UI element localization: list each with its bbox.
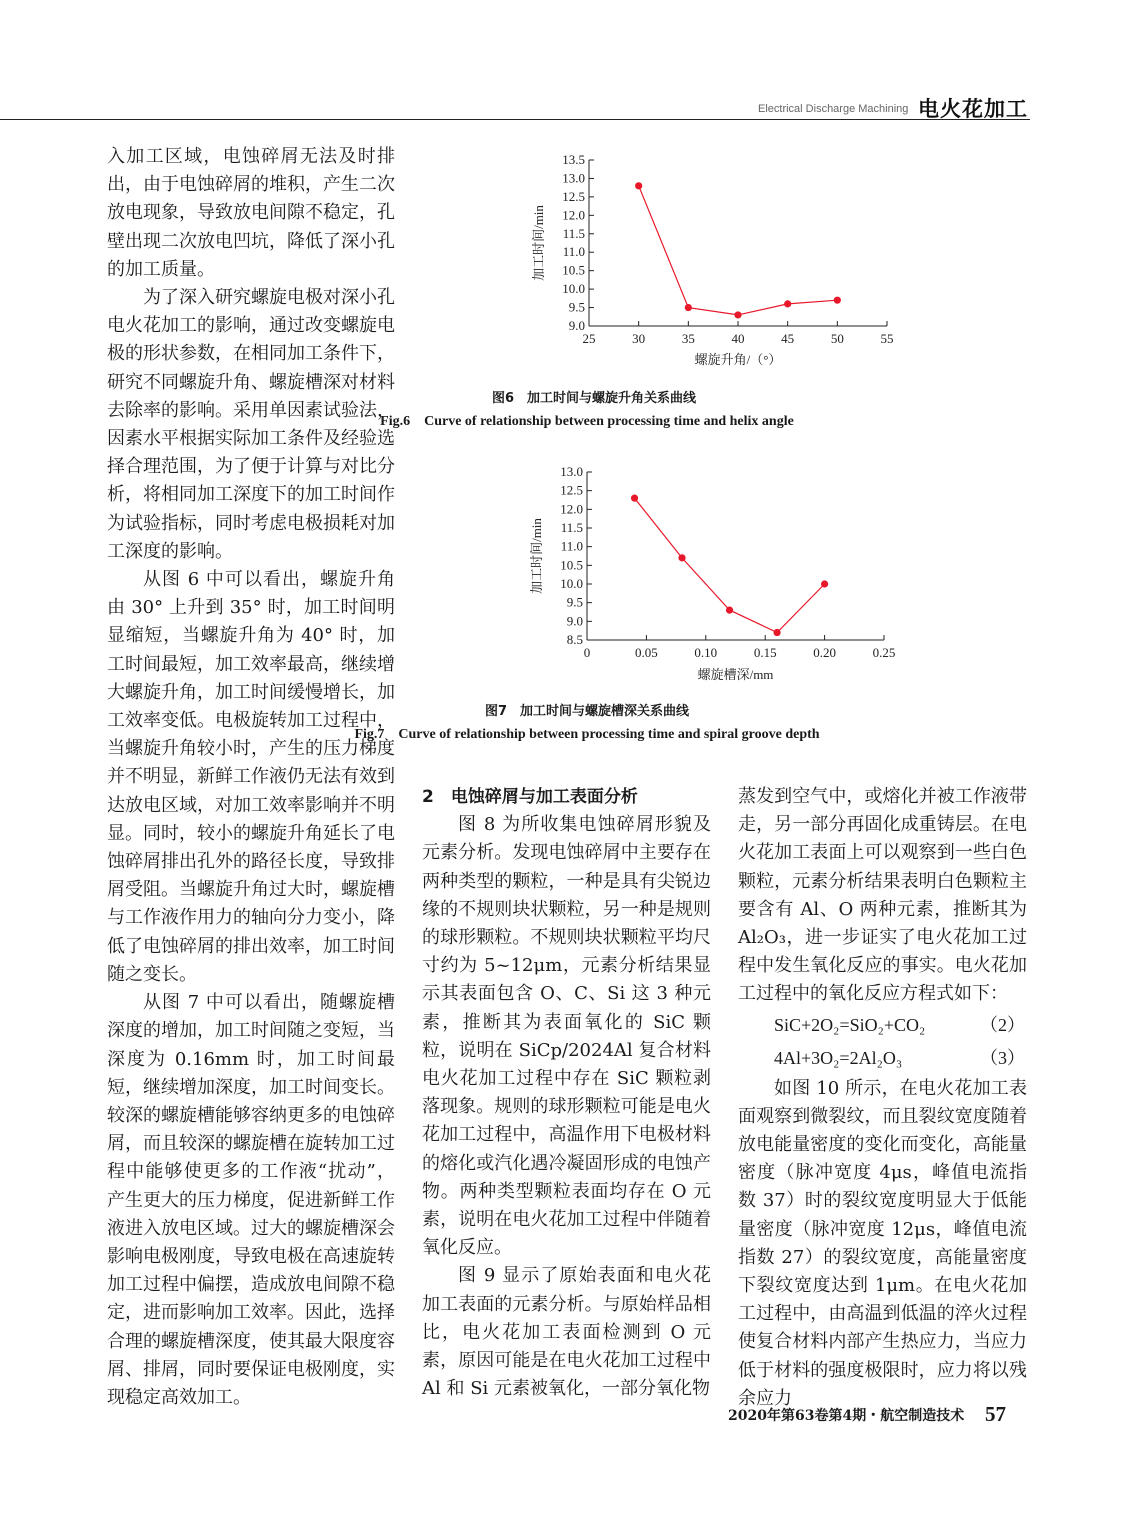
figure-7-caption-cn: 图7 加工时间与螺旋槽深关系曲线 [484, 704, 690, 719]
figure-6-caption-cn: 图6 加工时间与螺旋升角关系曲线 [491, 391, 697, 406]
equation-2-number: （2） [980, 1015, 1025, 1036]
chart7-data-point [821, 580, 828, 587]
figure-7-caption-en: Fig.7 Curve of relationship between processing time and spiral groove depth [354, 727, 820, 742]
chart7-y-tick-label: 9.0 [566, 613, 583, 629]
chart6-y-tick-label: 11.0 [562, 244, 585, 260]
chart6-y-tick-label: 9.0 [568, 318, 585, 333]
paragraph: 入加工区域，电蚀碎屑无法及时排出，由于电蚀碎屑的堆积，产生二次放电现象，导致放电间隙不稳定，孔壁出现二次放电凹坑，降低了深小孔的加工质量。 [107, 146, 395, 280]
equation-3 [738, 1042, 1027, 1075]
chart7-y-tick-label: 10.5 [560, 557, 583, 573]
chart7-y-tick-label: 13.0 [560, 464, 583, 479]
column-middle [422, 783, 711, 1403]
equation-2 [738, 1009, 1027, 1042]
chart6-x-axis-label: 螺旋升角/（°） [694, 352, 782, 367]
chart7-y-tick-label: 9.5 [566, 594, 583, 610]
chart7-x-tick-label: 0.05 [635, 645, 658, 660]
chart6-x-tick-label: 25 [582, 331, 596, 346]
journal-section-en: Electrical Discharge Machining [758, 103, 909, 115]
chart6-data-point [685, 304, 692, 311]
chart6-data-point [784, 300, 791, 307]
journal-section-cn: 电火花加工 [918, 97, 1028, 121]
chart6-y-tick-label: 11.5 [562, 225, 585, 241]
section-heading: 2 电蚀碎屑与加工表面分析 [422, 787, 638, 807]
equation-3-body: 4Al+3O₂=2Al₂O₃ [774, 1048, 903, 1069]
chart6-data-point [734, 311, 741, 318]
paragraph: 蒸发到空气中，或熔化并被工作液带走，另一部分再固化成重铸层。在电火花加工表面上可以观察到一些白色颗粒，元素分析结果表明白色颗粒主要含有 Al、O 两种元素，推断其为 Al₂O₃，进一步证实了电火花加工过程中发生氧化反应的事实。电火花加工过程中的氧化反应方程式如下： [738, 786, 1027, 1005]
chart7-y-tick-label: 10.0 [560, 576, 583, 591]
chart7-y-tick-label: 12.5 [560, 482, 583, 498]
chart7-y-tick-label: 11.0 [560, 538, 583, 554]
column-right [738, 783, 1027, 1413]
chart6-x-tick-label: 30 [632, 331, 646, 346]
chart6-x-tick-label: 40 [731, 331, 745, 346]
chart7-x-tick-label: 0.10 [694, 645, 718, 660]
chart7-y-tick-label: 11.5 [560, 520, 583, 535]
chart6-x-tick-label: 45 [781, 331, 795, 346]
paragraph: 从图 6 中可以看出，螺旋升角由 30° 上升到 35° 时，加工时间明显缩短，当螺旋升角为 40° 时，加工时间最短，加工效率最高，继续增大螺旋升角，加工时间缓慢增长，加工效率变低。电极旋转加工过程中，当螺旋升角较小时，产生的压力梯度并不明显，新鲜工作液仍无法有效到达放电区域，对加工效率影响并不明显。同时，较小的螺旋升角延长了电蚀碎屑排出孔外的路径长度，导致排屑受阻。当螺旋升角过大时，螺旋槽与工作液作用力的轴向分力变小，降低了电蚀碎屑的排出效率，加工时间随之变长。 [107, 569, 395, 985]
chart7-x-tick-label: 0 [583, 645, 591, 660]
chart6-data-point [834, 297, 841, 304]
paragraph: 从图 7 中可以看出，随螺旋槽深度的增加，加工时间随之变短，当深度为 0.16mm 时，加工时间最短，继续增加深度，加工时间变长。较深的螺旋槽能够容纳更多的电蚀碎屑，而且较深的螺旋槽在旋转加工过程中能够使更多的工作液“扰动”，产生更大的压力梯度，促进新鲜工作液进入放电区域。过大的螺旋槽深会影响电极刚度，导致电极在高速旋转加工过程中偏摆，造成放电间隙不稳定，进而影响加工效率。因此，选择合理的螺旋槽深度，使其最大限度容屑、排屑，同时要保证电极刚度，实现稳定高效加工。 [107, 992, 395, 1408]
chart6-x-tick-label: 35 [681, 331, 695, 346]
chart6-y-tick-label: 10.5 [562, 262, 585, 278]
chart7-x-tick-label: 0.20 [813, 645, 836, 660]
chart6-y-tick-label: 13.0 [562, 170, 585, 186]
chart7-x-tick-label: 0.25 [872, 645, 896, 660]
chart6-y-tick-label: 12.0 [562, 207, 585, 223]
chart6-y-tick-label: 13.5 [562, 152, 585, 167]
paragraph: 如图 10 所示，在电火花加工表面观察到微裂纹，而且裂纹宽度随着放电能量密度的变化而变化，高能量密度（脉冲宽度 4μs，峰值电流指数 37）时的裂纹宽度明显大于低能量密度（脉冲宽度 12μs，峰值电流指数 27）的裂纹宽度，高能量密度下裂纹宽度达到 1μm。在电火花加工过程中，由高温到低温的淬火过程使复合材料内部产生热应力，当应力低于材料的强度极限时，应力将以残余应力 [738, 1077, 1027, 1409]
paragraph: 为了深入研究螺旋电极对深小孔电火花加工的影响，通过改变螺旋电极的形状参数，在相同加工条件下，研究不同螺旋升角、螺旋槽深对材料去除率的影响。采用单因素试验法，因素水平根据实际加工条件及经验选择合理范围，为了便于计算与对比分析，将相同加工深度下的加工时间作为试验指标，同时考虑电极损耗对加工深度的影响。 [107, 287, 395, 562]
equation-2-body: SiC+2O₂=SiO₂+CO₂ [774, 1015, 926, 1036]
paragraph: 图 8 为所收集电蚀碎屑形貌及元素分析。发现电蚀碎屑中主要存在两种类型的颗粒，一种是具有尖锐边缘的不规则块状颗粒，另一种是规则的球形颗粒。不规则块状颗粒平均尺寸约为 5~12μm，元素分析结果显示其表面包含 O、C、Si 这 3 种元素，推断其为表面氧化的 SiC 颗粒，说明在 SiCp/2024Al 复合材料电火花加工过程中存在 SiC 颗粒剥落现象。规则的球形颗粒可能是电火花加工过程中，高温作用下电极材料的熔化或汽化遇冷凝固形成的电蚀产物。两种类型颗粒表面均存在 O 元素，说明在电火花加工过程中伴随着氧化反应。 [422, 814, 711, 1259]
footer-issue: 2020年第63卷第4期・航空制造技术 [728, 1408, 965, 1424]
page-number: 57 [985, 1402, 1006, 1426]
chart6-x-tick-label: 50 [830, 331, 844, 346]
chart6-y-tick-label: 10.0 [562, 281, 585, 297]
chart6-y-tick-label: 9.5 [568, 299, 585, 315]
chart6-y-tick-label: 12.5 [562, 188, 585, 204]
chart7-data-point [726, 607, 733, 614]
chart7-x-tick-label: 0.15 [753, 645, 777, 660]
chart7-data-point [773, 629, 780, 636]
chart6-series-line [639, 186, 838, 315]
chart7-y-tick-label: 12.0 [560, 501, 583, 517]
equation-3-number: （3） [980, 1048, 1025, 1069]
chart6-data-point [635, 182, 642, 189]
chart7-data-point [678, 554, 685, 561]
chart7-y-tick-label: 8.5 [566, 632, 583, 647]
chart7-data-point [631, 495, 638, 502]
chart7-x-axis-label: 螺旋槽深/mm [697, 667, 774, 682]
figure-6-caption-en: Fig.6 Curve of relationship between processing time and helix angle [380, 414, 794, 429]
chart6-x-tick-label: 55 [880, 331, 894, 346]
paragraph: 图 9 显示了原始表面和电火花加工表面的元素分析。与原始样品相比，电火花加工表面检测到 O 元素，原因可能是在电火花加工过程中 Al 和 Si 元素被氧化，一部分氧化物 [422, 1265, 711, 1400]
chart6-y-axis-label: 加工时间/min [531, 205, 546, 281]
chart7-y-axis-label: 加工时间/min [529, 518, 544, 594]
